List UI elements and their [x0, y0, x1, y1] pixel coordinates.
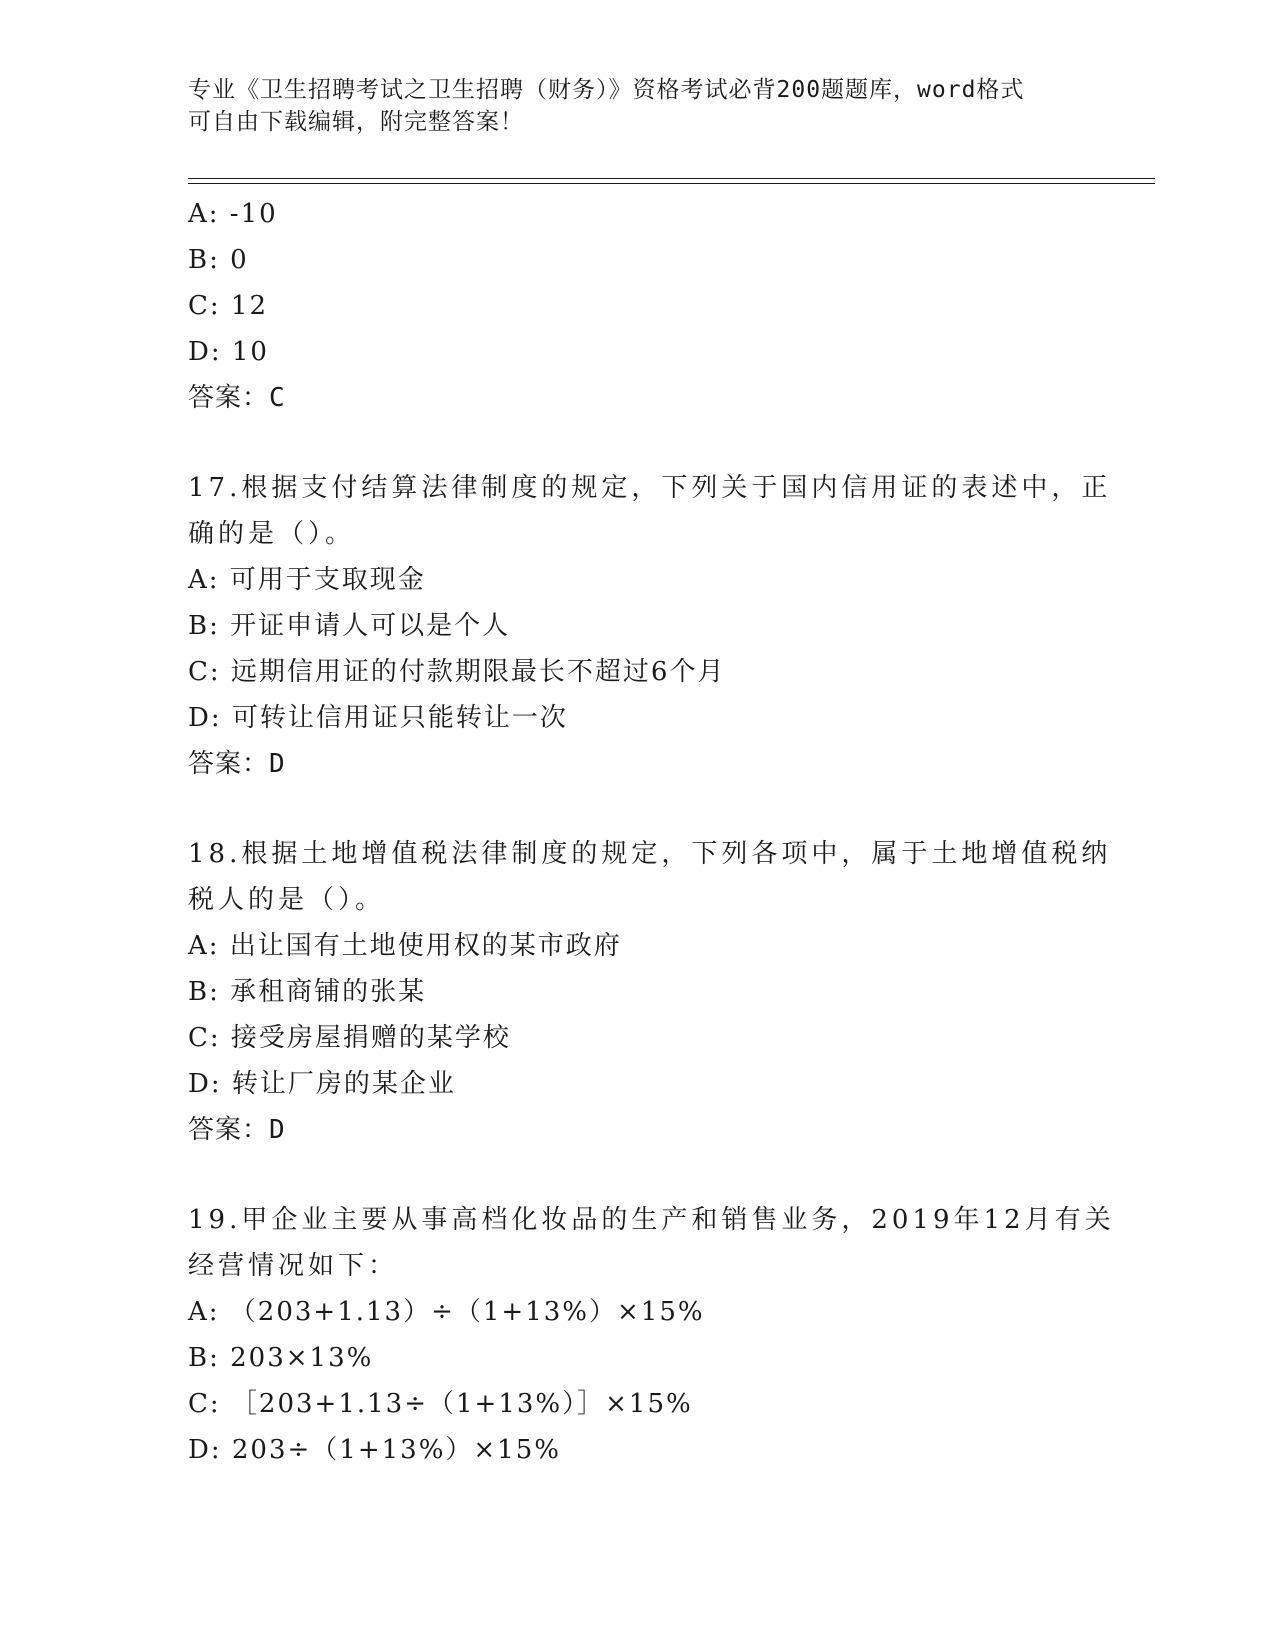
option-a: A: 可用于支取现金 [188, 565, 426, 595]
option-b: B: 0 [188, 245, 249, 275]
question-stem: 17.根据支付结算法律制度的规定，下列关于国内信用证的表述中，正 [188, 473, 1112, 503]
question-16-continued [188, 191, 1088, 421]
header-divider-top [188, 178, 1155, 179]
option-d: D: 可转让信用证只能转让一次 [188, 703, 568, 733]
answer-text: 答案：D [188, 1115, 286, 1145]
option-b: B: 203×13% [188, 1343, 374, 1373]
question-stem-cont: 税人的是（）。 [188, 885, 386, 915]
question-17 [188, 465, 1112, 787]
header-title-line1: 专业《卫生招聘考试之卫生招聘（财务）》资格考试必背200题题库，word格式 [188, 77, 1025, 103]
spacer [188, 787, 1088, 831]
option-d: D: 转让厂房的某企业 [188, 1069, 456, 1099]
question-stem-cont: 经营情况如下： [188, 1251, 399, 1281]
option-a: A: -10 [188, 199, 278, 229]
option-a: A: 出让国有土地使用权的某市政府 [188, 931, 622, 961]
option-c: C: 接受房屋捐赠的某学校 [188, 1023, 511, 1053]
question-list [188, 191, 1115, 1473]
question-stem: 19.甲企业主要从事高档化妆品的生产和销售业务，2019年12月有关 [188, 1205, 1115, 1235]
option-b: B: 开证申请人可以是个人 [188, 611, 511, 641]
question-18 [188, 831, 1112, 1153]
question-stem: 18.根据土地增值税法律制度的规定，下列各项中，属于土地增值税纳 [188, 839, 1112, 869]
answer-text: 答案：D [188, 749, 286, 779]
page-header [188, 74, 1068, 138]
option-c: C: 12 [188, 291, 269, 321]
option-b: B: 承租商铺的张某 [188, 977, 427, 1007]
option-c: C: ［203+1.13÷（1+13%）］×15% [188, 1389, 693, 1419]
option-d: D: 203÷（1+13%）×15% [188, 1435, 561, 1465]
question-stem-cont: 确的是（）。 [188, 519, 356, 549]
spacer [188, 421, 1088, 465]
option-a: A: （203+1.13）÷（1+13%）×15% [188, 1297, 705, 1327]
spacer [188, 1153, 1088, 1197]
header-title-line2: 可自由下载编辑，附完整答案！ [188, 109, 524, 135]
option-c: C: 远期信用证的付款期限最长不超过6个月 [188, 657, 726, 687]
question-19 [188, 1197, 1115, 1473]
header-divider-bottom [188, 183, 1155, 184]
answer-text: 答案：C [188, 383, 286, 413]
option-d: D: 10 [188, 337, 269, 367]
